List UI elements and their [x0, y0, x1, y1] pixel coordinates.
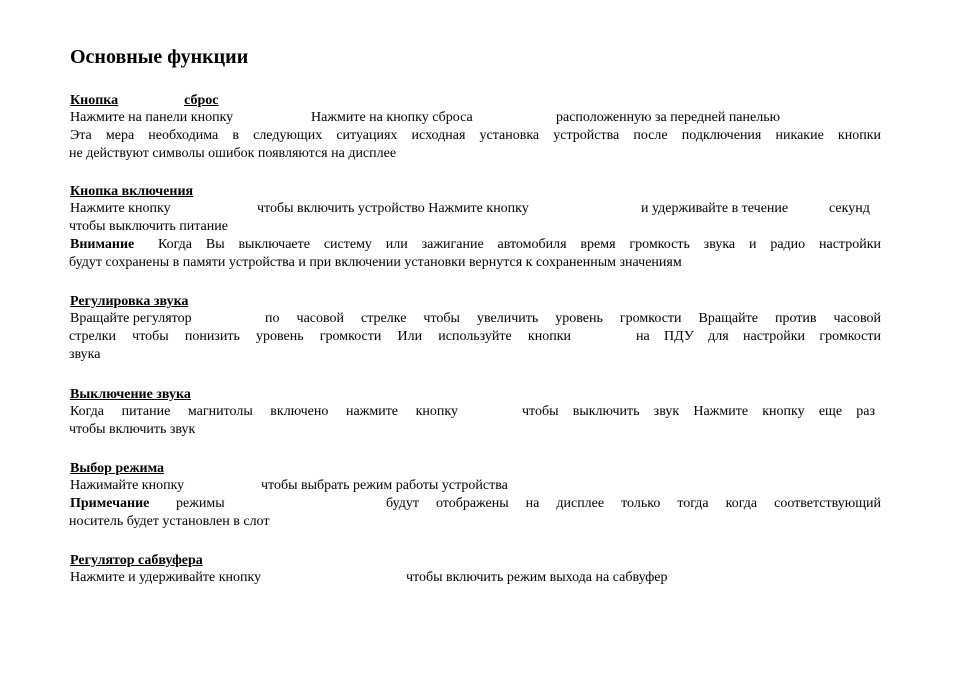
page-title: Основные функции — [70, 46, 249, 68]
section-heading-mode: Выбор режима — [70, 461, 165, 476]
paragraph-line: стрелки чтобы понизить уровень громкости Или используйте кнопки на ПДУ для настройки громкости — [69, 329, 881, 344]
paragraph-line: Нажмите кнопку чтобы включить устройство Нажмите кнопку и удерживайте в течение секунд — [70, 201, 870, 216]
section-heading-volume: Регулировка звука — [70, 294, 189, 309]
paragraph-line: Нажимайте кнопку чтобы выбрать режим работы устройства — [70, 478, 508, 493]
section-mute — [69, 386, 881, 439]
section-subwoofer — [69, 552, 881, 587]
note-label-attention: Внимание — [70, 237, 135, 252]
paragraph-line: чтобы включить звук — [69, 422, 196, 437]
note-label-note: Примечание — [70, 496, 150, 511]
section-reset — [69, 92, 881, 163]
section-power — [69, 183, 881, 272]
paragraph-line: будут сохранены в памяти устройства и при включении установки вернутся к сохраненным значениям — [69, 255, 682, 270]
section-heading-mute: Выключение звука — [70, 387, 191, 402]
paragraph-line: носитель будет установлен в слот — [69, 514, 270, 529]
paragraph-line: Примечание режимы будут отображены на дисплее только тогда когда соответствующий — [70, 496, 881, 511]
section-heading-power: Кнопка включения — [70, 184, 194, 199]
paragraph-line: Нажмите и удерживайте кнопку чтобы включить режим выхода на сабвуфер — [70, 570, 668, 585]
paragraph-line: Вращайте регулятор по часовой стрелке чтобы увеличить уровень громкости Вращайте против часовой — [70, 311, 881, 326]
paragraph-line: Когда питание магнитолы включено нажмите кнопку чтобы выключить звук Нажмите кнопку еще раз — [70, 404, 875, 419]
paragraph-line: звука — [69, 347, 101, 362]
section-heading-reset — [70, 92, 881, 109]
paragraph-line: чтобы выключить питание — [69, 219, 228, 234]
paragraph-line: Эта мера необходима в следующих ситуациях исходная установка устройства после подключения никакие кнопки — [70, 128, 881, 143]
paragraph-line: не действуют символы ошибок появляются на дисплее — [69, 146, 397, 161]
section-mode — [69, 460, 881, 531]
paragraph-line: Внимание Когда Вы выключаете систему или зажигание автомобиля время громкость звука и радио настройки — [70, 237, 881, 252]
paragraph-line: Нажмите на панели кнопку Нажмите на кнопку сброса расположенную за передней панелью — [70, 110, 781, 125]
section-volume — [69, 293, 881, 364]
heading-part-reset: сброс — [184, 93, 219, 108]
heading-part-button: Кнопка — [70, 93, 119, 108]
section-heading-subwoofer: Регулятор сабвуфера — [70, 553, 203, 568]
